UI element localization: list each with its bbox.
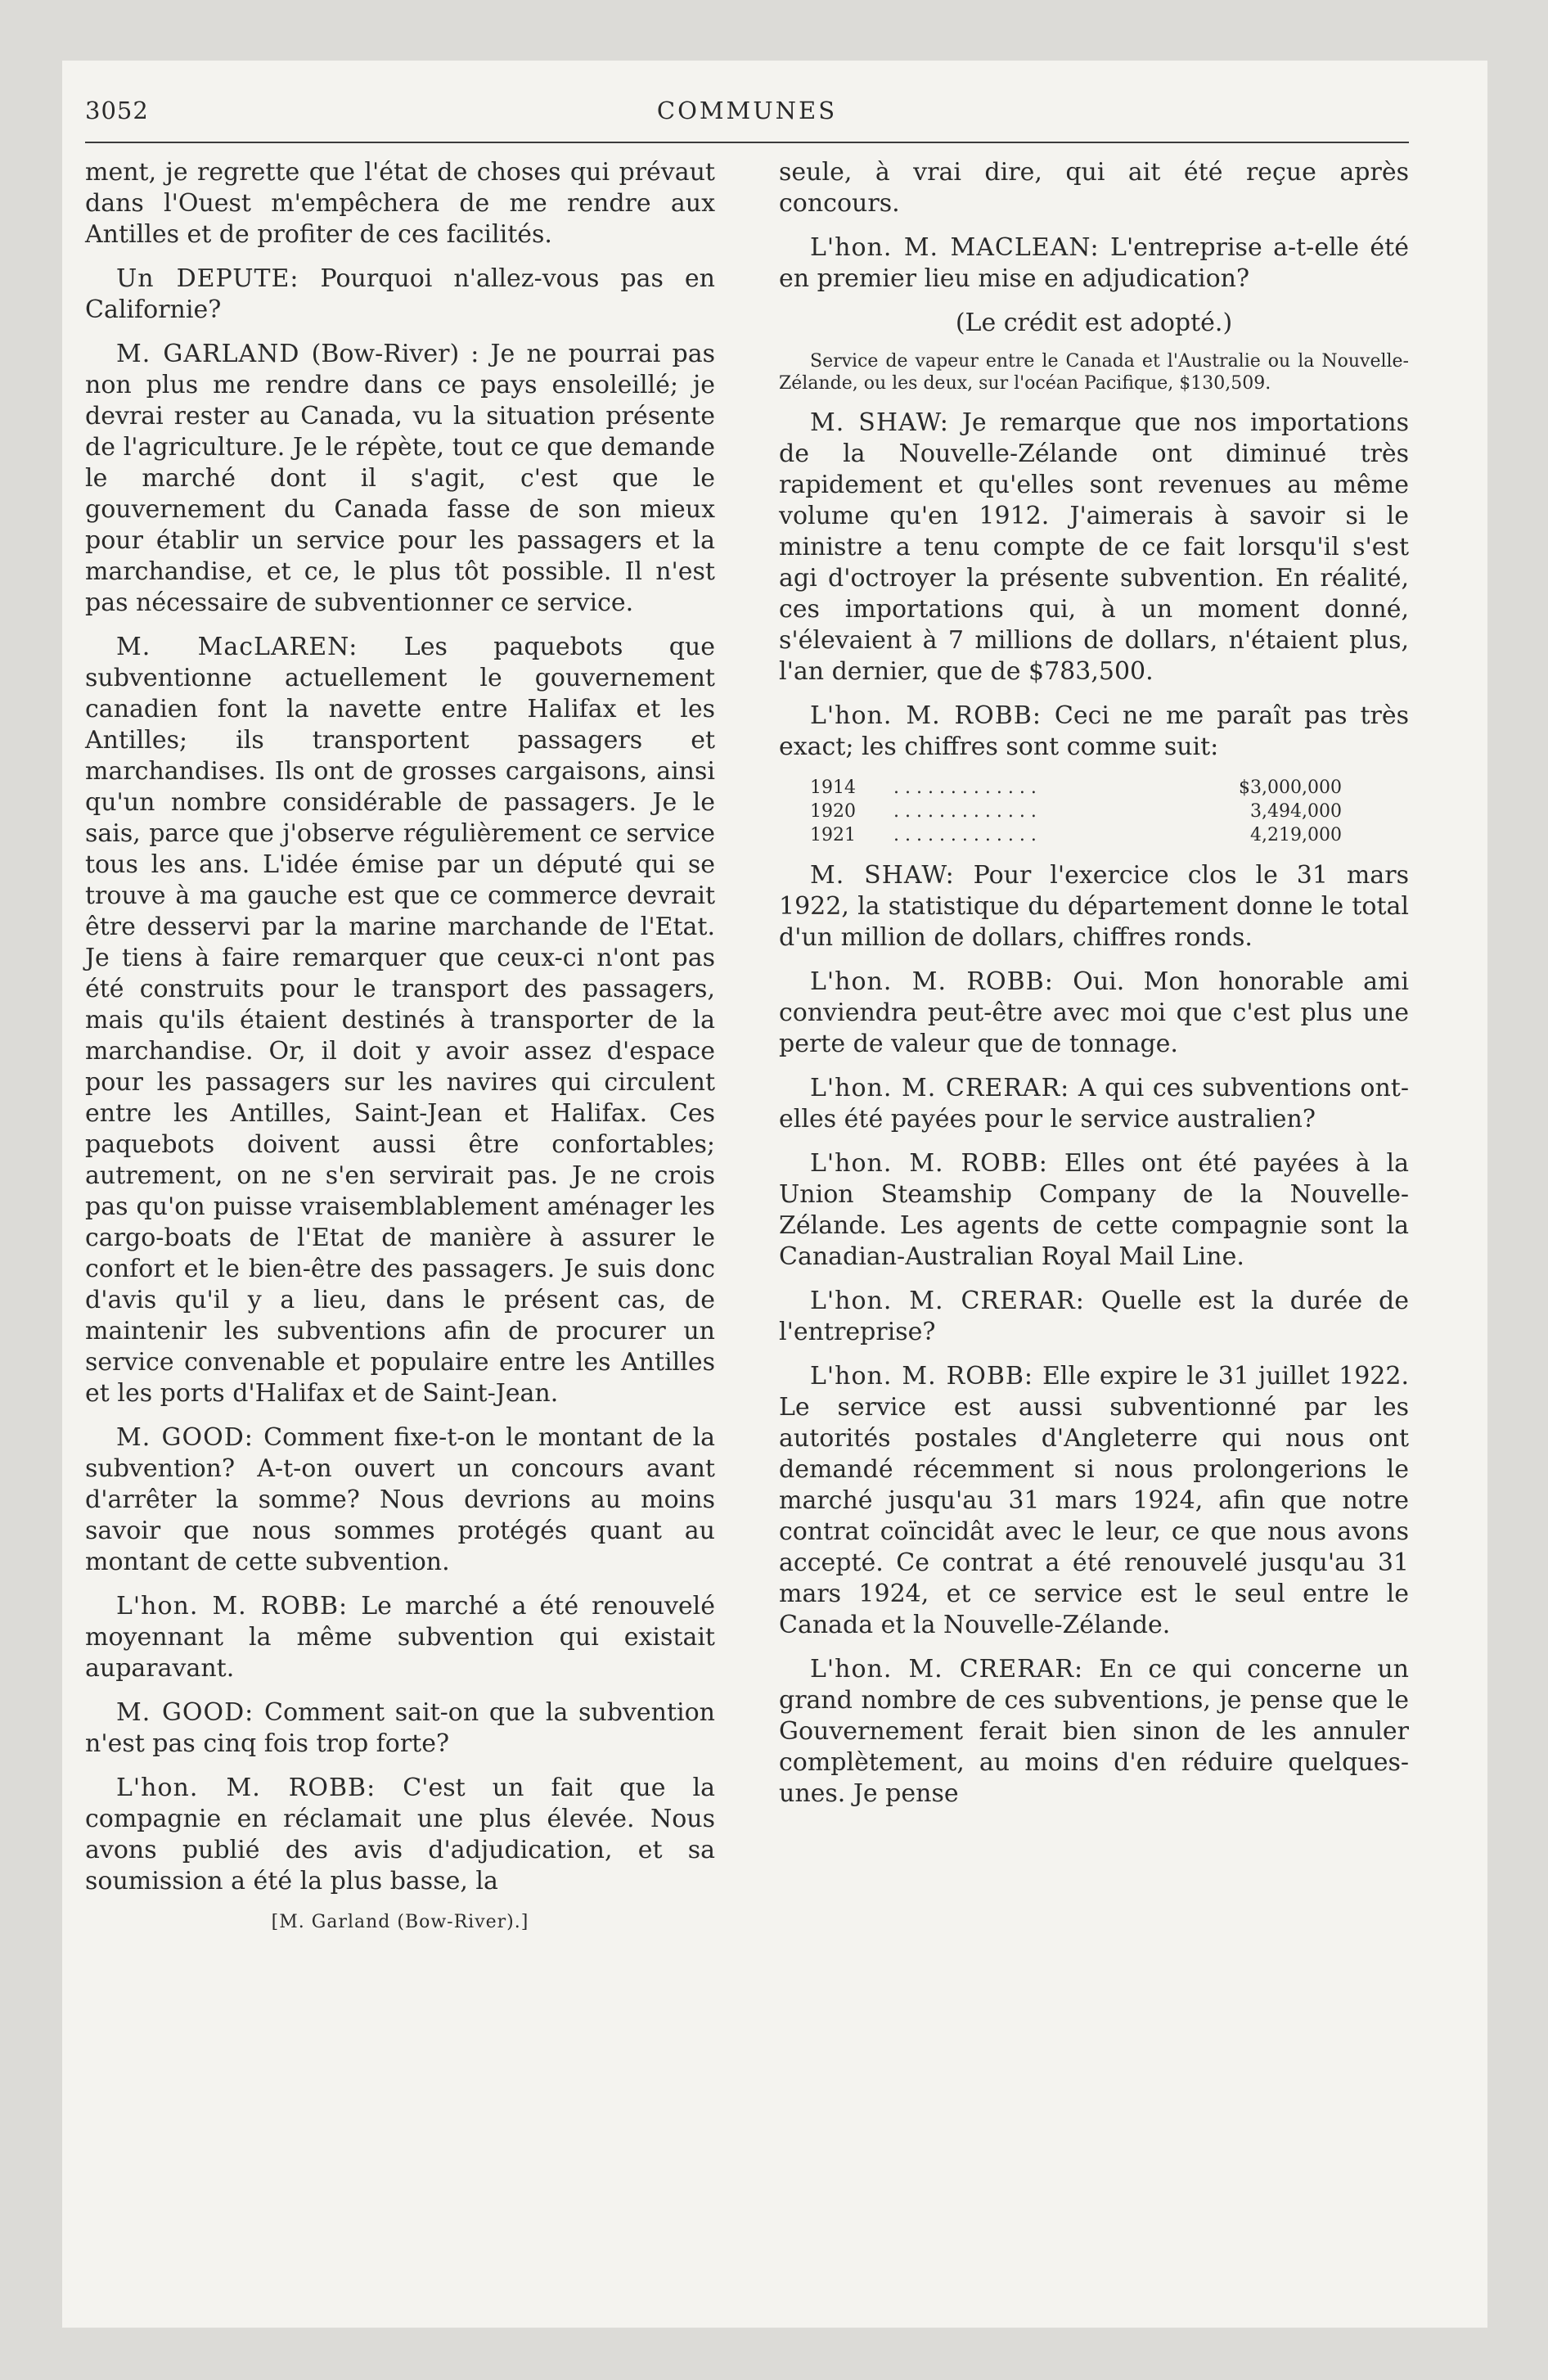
leader-dots: . . . . . . . . . . . . . — [893, 778, 1037, 798]
paragraph — [779, 408, 1409, 687]
speaker-name: M. SHAW: — [810, 861, 955, 890]
paragraph-text: Elles ont été payées à la Union Steamship Company de la Nouvelle-Zélande. Les agents de cette compagnie sont la Canadian-Australian Royal Mail Line. — [779, 1149, 1409, 1271]
paragraph — [85, 264, 715, 326]
speaker-name: L'hon. M. CRERAR: — [810, 1655, 1084, 1684]
paragraph — [779, 967, 1409, 1060]
speaker-name: M. GARLAND — [116, 340, 300, 368]
paragraph-text: Comment sait-on que la subvention n'est pas cinq fois trop forte? — [85, 1698, 716, 1758]
paragraph-text: ment, je regrette que l'état de choses qui prévaut dans l'Ouest m'empêchera de me rendre aux Antilles et de profiter de ces facilités. — [85, 158, 715, 249]
speaker-name: L'hon. M. CRERAR: — [810, 1074, 1070, 1102]
speaker-name: L'hon. M. ROBB: — [810, 1362, 1034, 1391]
table-row — [810, 823, 1342, 847]
speaker-name: L'hon. M. ROBB: — [810, 701, 1042, 730]
paragraph-text: L'entreprise a-t-elle été en premier lieu mise en adjudication? — [779, 233, 1409, 293]
amount-cell: 4,219,000 — [1250, 825, 1342, 845]
budget-item-note: Service de vapeur entre le Canada et l'Australie ou la Nouvelle-Zélande, ou les deux, sur l'océan Pacifique, $130,509. — [779, 351, 1409, 394]
paragraph-text: Pour l'exercice clos le 31 mars 1922, la statistique du département donne le total d'un million de dollars, chiffres ronds. — [779, 861, 1409, 952]
speaker-name: M. MacLAREN: — [116, 633, 358, 661]
speaker-name: L'hon. M. ROBB: — [810, 967, 1054, 996]
paragraph — [85, 1422, 715, 1578]
table-row — [810, 776, 1342, 800]
paragraph — [779, 1361, 1409, 1641]
paragraph — [779, 701, 1409, 763]
paragraph — [85, 632, 715, 1409]
speaker-name: M. GOOD: — [116, 1423, 254, 1452]
speaker-name: L'hon. M. ROBB: — [116, 1774, 376, 1802]
paragraph — [85, 157, 715, 250]
running-title: COMMUNES — [656, 97, 838, 124]
table-row — [810, 800, 1342, 823]
paragraph-text: Les paquebots que subventionne actuellement le gouvernement canadien font la navette entre Halifax et les Antilles; ils transportent passagers et marchandises. Ils ont de grosses cargaisons, ainsi qu'un nombre considérable de passagers. Je le sais, parce que j'observe régulièrement ce service tous les ans. L'idée émise par un député qui se trouve à ma gauche est que ce commerce devrait être desservi par la marine marchande de l'Etat. Je tiens à faire remarquer que ceux-ci n'ont pas été construits pour le transport des passagers, mais qu'ils étaient destinés à transporter de la marchandise. Or, il doit y avoir assez d'espace pour les passagers sur les navires qui circulent entre les Antilles, Saint-Jean et Halifax. Ces paquebots doivent aussi être confortables; autrement, on ne s'en servirait pas. Je ne crois pas qu'on puisse vraisemblablement aménager les cargo-boats de l'Etat de manière à assurer le confort et le bien-être des passagers. Je suis donc d'avis qu'il y a lieu, dans le présent cas, de maintenir les subventions afin de procurer un service convenable et populaire entre les Antilles et les ports d'Halifax et de Saint-Jean. — [85, 633, 715, 1408]
speaker-name: M. SHAW: — [810, 408, 949, 437]
paragraph-text: Ceci ne me paraît pas très exact; les chiffres sont comme suit: — [779, 701, 1409, 761]
paragraph — [779, 1286, 1409, 1348]
speaker-name: L'hon. M. CRERAR: — [810, 1287, 1085, 1315]
credit-adopted: (Le crédit est adopté.) — [955, 309, 1233, 337]
leader-dots: . . . . . . . . . . . . . — [893, 825, 1037, 845]
paragraph — [779, 1148, 1409, 1273]
left-column — [85, 157, 715, 1935]
paragraph — [85, 1591, 715, 1684]
paragraph-text: Elle expire le 31 juillet 1922. Le service est aussi subventionné par les autorités postales d'Angleterre qui nous ont demandé récemment si nous prolongerions le marché jusqu'au 31 mars 1924, afin que notre contrat coïncidât avec le leur, ce que nous avons accepté. Ce contrat a été renouvelé jusqu'au 31 mars 1924, et ce service est le seul entre le Canada et la Nouvelle-Zélande. — [779, 1362, 1409, 1639]
paragraph — [85, 1697, 715, 1760]
footer-reference: [M. Garland (Bow-River).] — [271, 1912, 529, 1932]
right-column — [779, 157, 1409, 1823]
paragraph-text: Oui. Mon honorable ami conviendra peut-être avec moi que c'est plus une perte de valeur que de tonnage. — [779, 967, 1409, 1058]
paragraph — [779, 1073, 1409, 1135]
paragraph — [85, 1773, 715, 1897]
year-cell: 1914 — [810, 778, 856, 798]
year-cell: 1920 — [810, 801, 856, 822]
paragraph-text: A qui ces subventions ont-elles été payées pour le service australien? — [779, 1074, 1409, 1134]
year-cell: 1921 — [810, 825, 856, 845]
paragraph-text: Pourquoi n'allez-vous pas en Californie? — [85, 264, 715, 324]
page-number: 3052 — [85, 97, 149, 124]
leader-dots: . . . . . . . . . . . . . — [893, 801, 1037, 822]
paragraph-text: Je remarque que nos importations de la Nouvelle-Zélande ont diminué très rapidement et qu'elles sont revenues au même volume qu'en 1912. J'aimerais à savoir si le ministre a tenu compte de ce fait lorsqu'il s'est agi d'octroyer la présente subvention. En réalité, ces importations qui, à un moment donné, s'élevaient à 7 millions de dollars, n'étaient plus, l'an dernier, que de $783,500. — [779, 408, 1409, 686]
speaker-name: L'hon. M. ROBB: — [810, 1149, 1048, 1178]
speaker-name: L'hon. M. ROBB: — [116, 1592, 349, 1620]
paragraph — [85, 339, 715, 619]
paragraph — [779, 157, 1409, 219]
paragraph-text: En ce qui concerne un grand nombre de ces subventions, je pense que le Gouvernement ferait bien sinon de les annuler complètement, au moins d'en réduire quelques-unes. Je pense — [779, 1655, 1410, 1808]
paragraph-text: Comment fixe-t-on le montant de la subvention? A-t-on ouvert un concours avant d'arrêter la somme? Nous devrions au moins savoir que nous sommes protégés quant au montant de cette subvention. — [85, 1423, 715, 1576]
amount-cell: $3,000,000 — [1239, 778, 1342, 798]
header-rule — [85, 142, 1409, 143]
speaker-name: M. GOOD: — [116, 1698, 254, 1727]
paragraph-text: seule, à vrai dire, qui ait été reçue après concours. — [779, 158, 1409, 218]
page-header — [85, 97, 1409, 136]
amount-cell: 3,494,000 — [1250, 801, 1342, 822]
paragraph — [779, 1654, 1409, 1810]
speaker-name: Un DEPUTE: — [116, 264, 299, 293]
paragraph-text: C'est un fait que la compagnie en réclamait une plus élevée. Nous avons publié des avis d'adjudication, et sa soumission a été la plus basse, la — [85, 1774, 715, 1895]
paragraph-text: Quelle est la durée de l'entreprise? — [779, 1287, 1409, 1346]
import-figures-table — [810, 776, 1342, 847]
speaker-name: L'hon. M. MACLEAN: — [810, 233, 1100, 262]
paragraph-text: Le marché a été renouvelé moyennant la même subvention qui existait auparavant. — [85, 1592, 715, 1683]
paragraph — [779, 860, 1409, 953]
paragraph — [779, 232, 1409, 295]
paragraph-text: (Bow-River) : Je ne pourrai pas non plus me rendre dans ce pays ensoleillé; je devrai rester au Canada, vu la situation présente de l'agriculture. Je le répète, tout ce que demande le marché dont il s'agit, c'est que le gouvernement du Canada fasse de son mieux pour établir un service pour les passagers et la marchandise, et ce, le plus tôt possible. Il n'est pas nécessaire de subventionner ce service. — [85, 340, 715, 617]
